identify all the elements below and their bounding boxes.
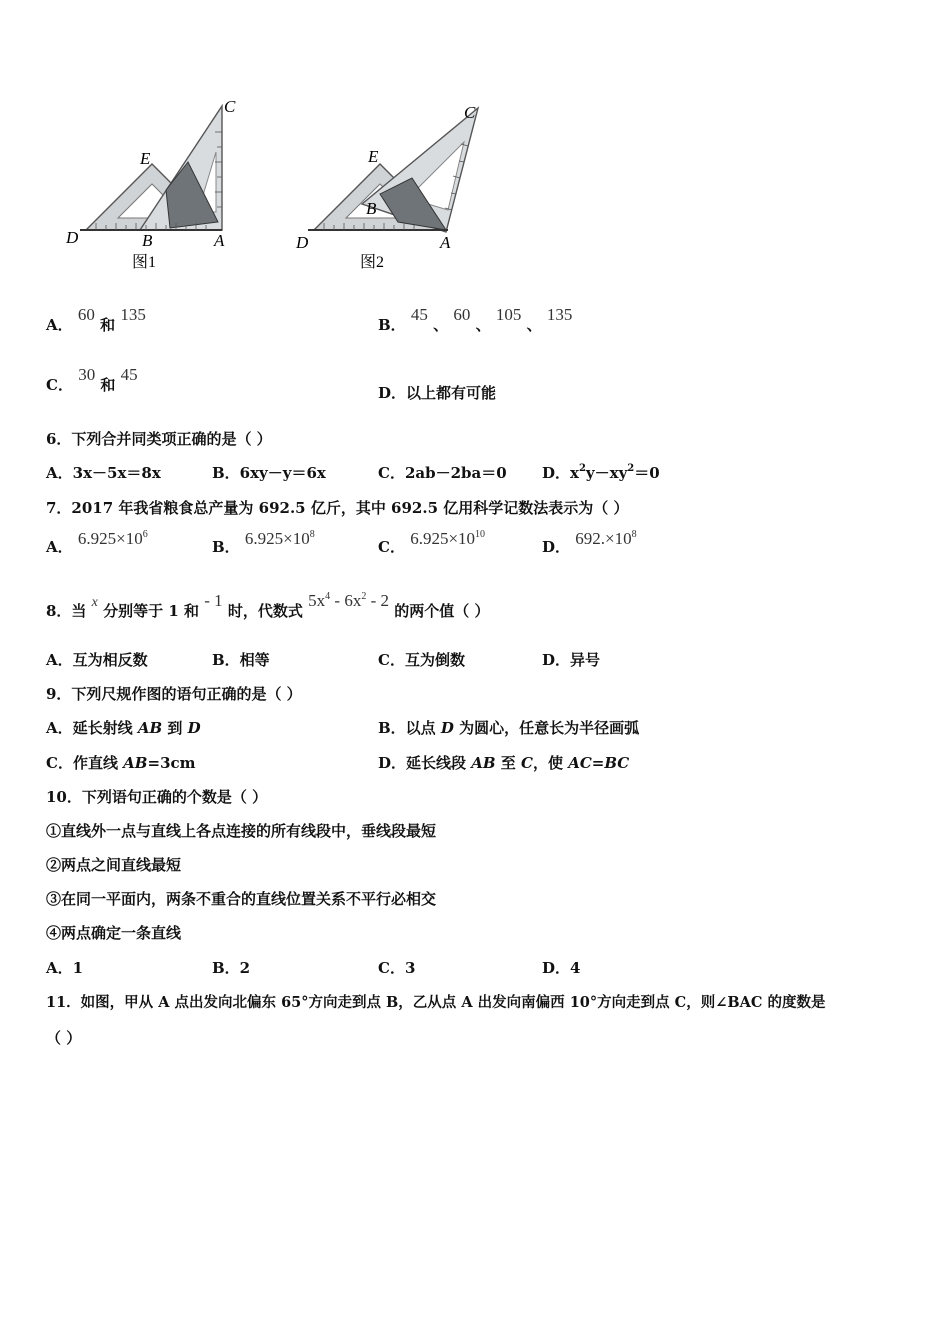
q5-option-b[interactable]: B． 45 、 60 、 105 、 135 [378,305,573,334]
fig2-label-a: A [440,233,451,252]
q9-option-a[interactable]: A．延长射线 AB 到 D [46,719,201,737]
q6-option-a[interactable]: A．3x－5x＝8x [46,464,161,482]
fig1-label-d: D [66,228,79,247]
q7-option-a[interactable]: A． $6.925\times 10^6$ [46,529,148,556]
q8-option-b[interactable]: B．相等 [212,651,270,669]
q10-option-d[interactable]: D．4 [542,959,581,977]
q5-option-c[interactable]: C． 30 和 45 [46,365,138,394]
figure-2-triangle-rulers [288,92,498,272]
q7-option-c[interactable]: C． $6.925\times 10^{10}$ [378,529,486,556]
q8-option-a[interactable]: A．互为相反数 [46,651,148,669]
q9-option-d[interactable]: D．延长线段 AB 至 C，使 AC=BC [378,754,630,772]
q7-option-b[interactable]: B． $6.925\times 10^8$ [212,529,315,556]
fig1-label-b: B [142,231,153,250]
q10-option-c[interactable]: C．3 [378,959,416,977]
fig1-label-c: C [224,97,236,116]
q10-statement-3: ③在同一平面内，两条不重合的直线位置关系不平行必相交 [46,890,437,908]
fig2-caption: 图2 [360,254,385,271]
fig1-caption: 图1 [132,254,157,271]
q6-stem: 6．下列合并同类项正确的是（ ） [46,430,272,448]
q10-stem: 10．下列语句正确的个数是（ ） [46,788,268,806]
q6-option-c[interactable]: C．2ab－2ba＝0 [378,464,507,482]
figure-1-triangle-rulers [60,92,260,272]
q7-stem: 7．2017 年我省粮食总产量为 692.5 亿斤，其中 692.5 亿用科学记数法表示为（ ） [46,499,629,517]
q5-option-a[interactable]: A． 60 和 135 [46,305,146,334]
q11-answer-bracket: （ ） [46,1029,82,1047]
q5-option-d[interactable]: D．以上都有可能 [378,384,497,402]
q9-stem: 9．下列尺规作图的语句正确的是（ ） [46,685,302,703]
q10-option-b[interactable]: B．2 [212,959,251,977]
q8-option-c[interactable]: C．互为倒数 [378,651,465,669]
q11-stem: 11．如图，甲从 A 点出发向北偏东 65°方向走到点 B，乙从点 A 出发向南偏西 10°方向走到点 C，则∠BAC 的度数是 [46,994,826,1011]
fig2-label-b: B [366,199,377,218]
q8-option-d[interactable]: D．异号 [542,651,601,669]
fig2-label-c: C [464,103,476,122]
q10-statement-1: ①直线外一点与直线上各点连接的所有线段中，垂线段最短 [46,822,437,840]
q10-statement-2: ②两点之间直线最短 [46,856,182,874]
q10-statement-4: ④两点确定一条直线 [46,924,182,942]
q10-option-a[interactable]: A．1 [46,959,84,977]
fig1-label-a: A [214,231,225,250]
q6-option-d[interactable]: D．$x^2y-xy^2=0$ [542,463,660,482]
q6-option-b[interactable]: B．6xy－y＝6x [212,464,326,482]
q7-option-d[interactable]: D． $692.\times 10^8$ [542,529,637,556]
q9-option-c[interactable]: C．作直线 AB=3cm [46,754,196,772]
fig2-label-e: E [368,147,379,166]
fig1-label-e: E [140,149,151,168]
q8-stem: 8．当 x 分别等于 1 和 - 1 时，代数式 $5x^4 - 6x^2 - 2$ 的两个值（ ） [46,591,490,620]
q9-option-b[interactable]: B．以点 D 为圆心，任意长为半径画弧 [378,719,640,737]
fig2-label-d: D [296,233,309,252]
